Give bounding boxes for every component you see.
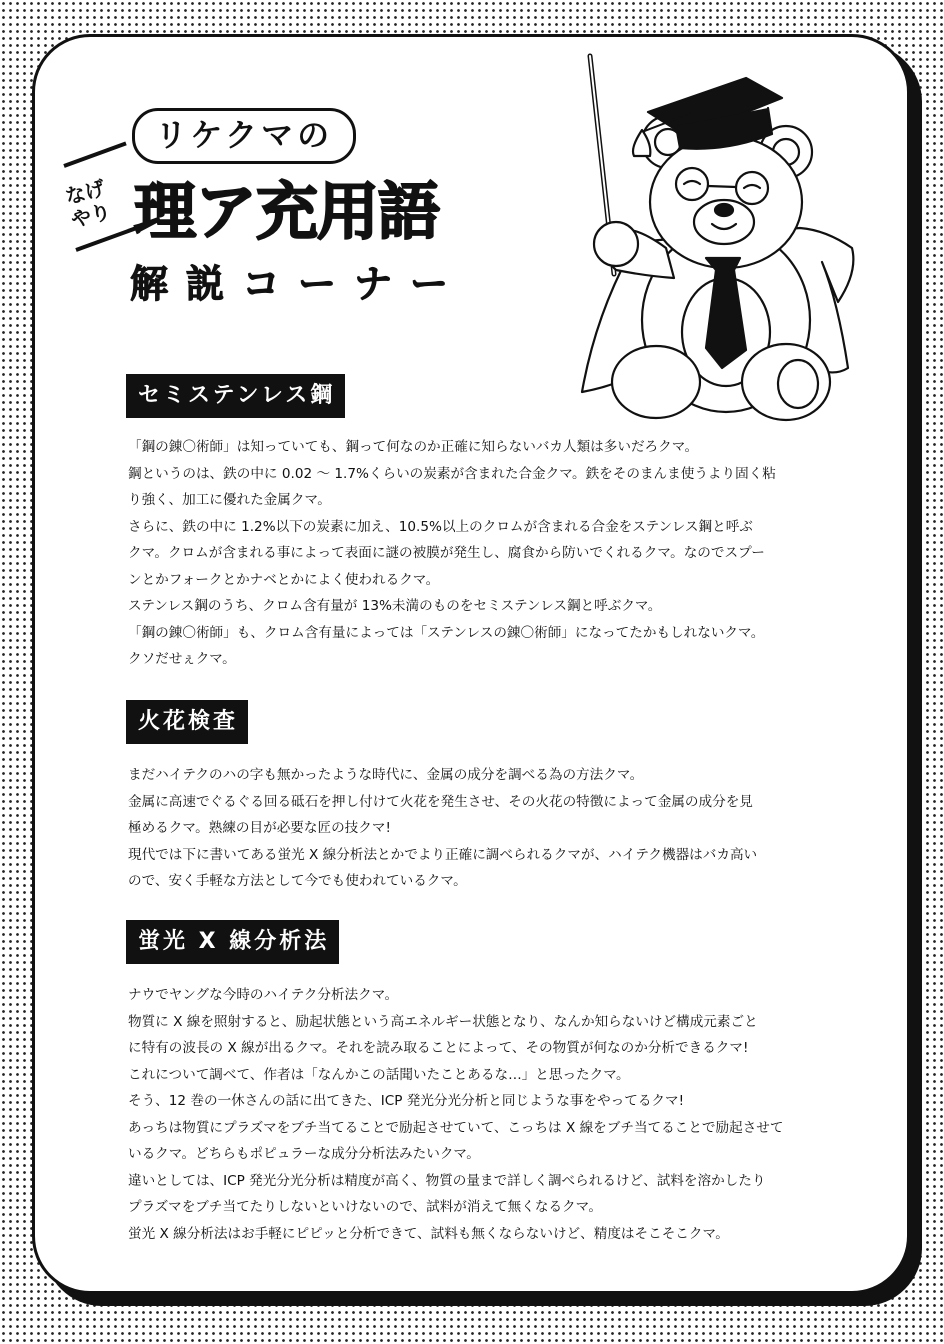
body-line: 蛍光 X 線分析法はお手軽にピピッと分析できて、試料も無くならないけど、精度はそこそこクマ。 [128, 1225, 729, 1242]
body-line: 違いとしては、ICP 発光分光分析は精度が高く、物質の量まで詳しく調べられるけど、試料を溶かしたり [128, 1172, 766, 1189]
section-heading: セミステンレス鋼 [126, 374, 345, 418]
title-main: 理ア充用語 [134, 175, 440, 248]
title-logo [62, 108, 562, 320]
body-line: り強く、加工に優れた金属クマ。 [128, 492, 331, 508]
body-line: クソだせぇクマ。 [128, 651, 236, 667]
body-line: さらに、鉄の中に 1.2%以下の炭素に加え、10.5%以上のクロムが含まれる合金をステンレス鋼と呼ぶ [128, 518, 753, 535]
section-body [128, 434, 828, 673]
body-line: そう、12 巻の一休さんの話に出てきた、ICP 発光分光分析と同じような事をやってるクマ! [128, 1093, 685, 1109]
body-line: まだハイテクのハの字も無かったような時代に、金属の成分を調べる為の方法クマ。 [128, 767, 644, 783]
section-heading: 火花検査 [126, 700, 248, 744]
body-line: 「鋼の錬〇術師」も、クロム含有量によっては「ステンレスの錬〇術師」になってたかもしれないクマ。 [128, 624, 765, 641]
body-line: 鋼というのは、鉄の中に 0.02 ～ 1.7%くらいの炭素が含まれた合金クマ。鉄をそのまんま使うより固く粘 [128, 465, 776, 482]
bear-mascot-illustration [576, 52, 856, 432]
section-body [128, 982, 828, 1247]
body-line: ナウでヤングな今時のハイテク分析法クマ。 [128, 987, 399, 1003]
body-line: ンとかフォークとかナベとかによく使われるクマ。 [128, 571, 440, 588]
body-line: 物質に X 線を照射すると、励起状態という高エネルギー状態となり、なんか知らないけど構成元素ごと [128, 1013, 758, 1030]
body-line: 現代では下に書いてある蛍光 X 線分析法とかでより正確に調べられるクマが、ハイテク機器はバカ高い [128, 846, 758, 863]
title-slash [63, 142, 126, 168]
title-top: リケクマの [132, 108, 356, 164]
body-line: これについて調べて、作者は「なんかこの話聞いたことあるな…」と思ったクマ。 [128, 1066, 630, 1083]
body-line: あっちは物質にプラズマをブチ当てることで励起させていて、こっちは X 線をブチ当てることで励起させて [128, 1119, 784, 1136]
body-line: に特有の波長の X 線が出るクマ。それを読み取ることによって、その物質が何なのか分析できるクマ! [128, 1040, 749, 1056]
body-line: プラズマをブチ当てたりしないといけないので、試料が消えて無くなるクマ。 [128, 1199, 603, 1215]
body-line: ので、安く手軽な方法として今でも使われているクマ。 [128, 873, 467, 889]
body-line: 極めるクマ。熟練の目が必要な匠の技クマ! [128, 820, 391, 836]
section-body [128, 762, 828, 895]
title-sub: なげ やり [62, 175, 114, 233]
body-line: いるクマ。どちらもポピュラーな成分分析法みたいクマ。 [128, 1146, 480, 1162]
body-line: ステンレス鋼のうち、クロム含有量が 13%未満のものをセミステンレス鋼と呼ぶクマ。 [128, 598, 662, 614]
title-bottom: 解説コーナー [130, 262, 467, 306]
body-line: 金属に高速でぐるぐる回る砥石を押し付けて火花を発生させ、その火花の特徴によって金属の成分を見 [128, 793, 753, 810]
body-line: 「鋼の錬〇術師」は知っていても、鋼って何なのか正確に知らないバカ人類は多いだろクマ。 [128, 439, 699, 455]
body-line: クマ。クロムが含まれる事によって表面に謎の被膜が発生し、腐食から防いでくれるクマ。なのでスプー [128, 545, 765, 561]
section-heading: 蛍光 X 線分析法 [126, 920, 339, 964]
